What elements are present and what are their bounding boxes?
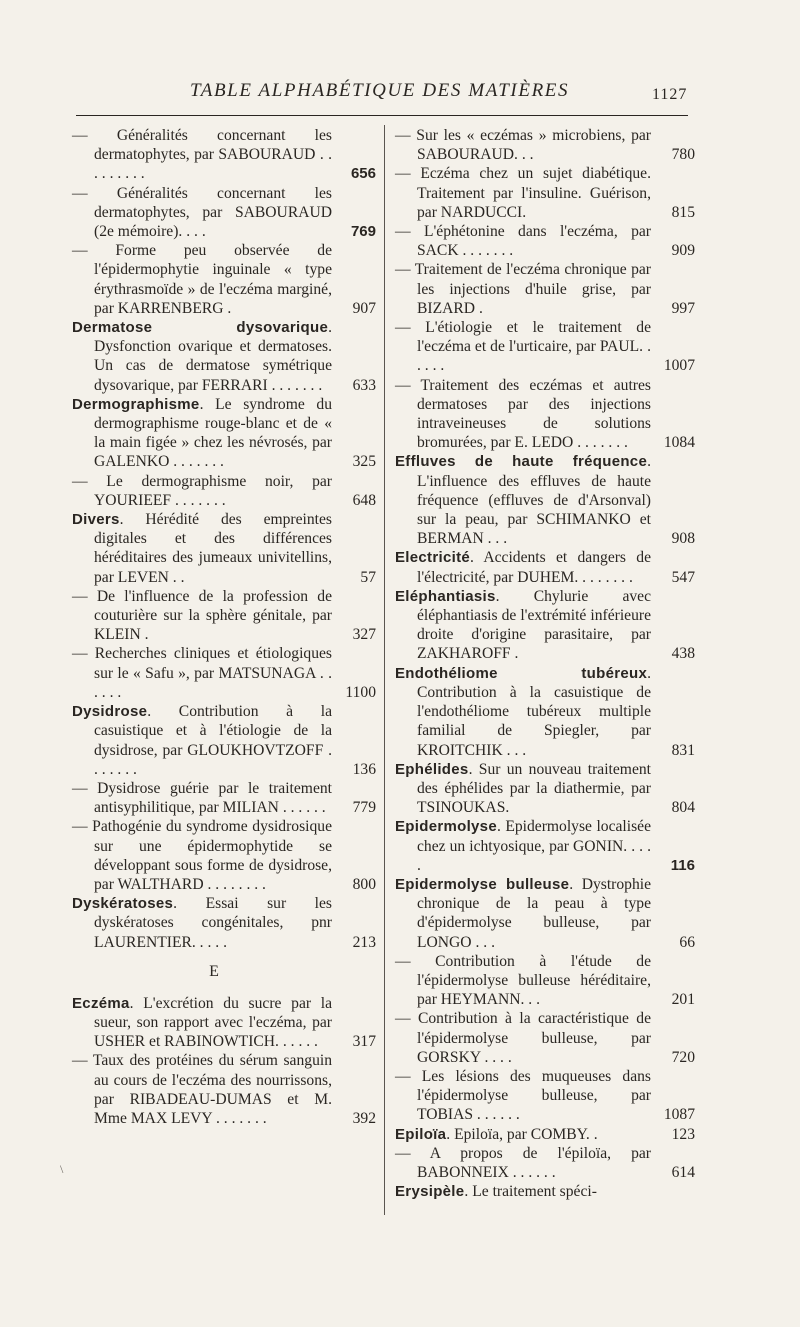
index-subentry xyxy=(72,241,376,318)
entry-headword: Eczéma xyxy=(72,994,130,1012)
entry-text xyxy=(395,548,695,586)
index-subentry xyxy=(395,260,695,318)
entry-text xyxy=(395,760,695,818)
entry-page-number: 614 xyxy=(671,1163,695,1181)
index-entry-heading xyxy=(395,452,695,548)
entry-page-number: 779 xyxy=(352,799,376,817)
entry-text: — Les lésions des muqueuses dans l'épidermolyse bulleuse, par TOBIAS . . . . . . xyxy=(395,1067,651,1124)
index-entry-heading xyxy=(395,664,695,760)
entry-page-number: 831 xyxy=(671,741,695,759)
entry-page-number: 769 xyxy=(350,223,376,241)
entry-page-number: 317 xyxy=(352,1033,376,1051)
entry-headword: Epidermolyse bulleuse xyxy=(395,875,570,893)
entry-headword: Dyskératoses xyxy=(72,895,174,913)
entry-page-number: 1084 xyxy=(663,434,695,452)
entry-page-number: 804 xyxy=(671,799,695,817)
margin-mark: \ xyxy=(60,1162,64,1176)
index-subentry xyxy=(72,126,376,184)
entry-text: — Généralités concernant les dermatophytes, par SABOURAUD . . . . . . . . . xyxy=(72,127,332,183)
entry-description: . Sur un nouveau traitement des éphélides par la diathermie, par TSINOUKAS. xyxy=(417,760,651,817)
entry-text: — Forme peu observée de l'épidermophytie inguinale « type érythrasmoïde » de l'eczéma marginé, par KARRENBERG . xyxy=(72,242,332,317)
entry-headword: Dermographisme xyxy=(72,395,200,413)
index-subentry xyxy=(395,376,695,453)
entry-page-number: 1100 xyxy=(345,683,376,701)
entry-page-number: 800 xyxy=(352,875,376,893)
entry-text xyxy=(395,1182,695,1201)
index-subentry xyxy=(395,164,695,222)
entry-headword: Divers xyxy=(72,511,120,529)
entry-description: . Le traitement spéci- xyxy=(464,1183,597,1201)
entry-headword: Epiloïa xyxy=(395,1125,447,1143)
entry-headword: Dermatose dysovarique xyxy=(72,319,329,337)
entry-description: . L'influence des effluves de haute fréquence (effluves de d'Arsonval) sur la peau, par SCHIMANKO et BERMAN . . . xyxy=(417,453,651,548)
index-entry-heading xyxy=(72,702,376,779)
index-entry-heading xyxy=(395,1125,695,1144)
entry-text: — Contribution à la caractéristique de l'épidermolyse bulleuse, par GORSKY . . . . xyxy=(395,1010,651,1066)
entry-page-number: 438 xyxy=(671,645,695,663)
entry-page-number: 201 xyxy=(671,991,695,1009)
entry-page-number: 213 xyxy=(352,933,376,951)
index-entry-heading xyxy=(395,1182,695,1201)
index-entry-heading xyxy=(72,994,376,1052)
entry-description: . L'excrétion du sucre par la sueur, son rapport avec l'eczéma, par USHER et RABINOWTICH. . . . . . xyxy=(94,994,332,1051)
entry-description: . Accidents et dangers de l'électricité, par DUHEM. . . . . . . . xyxy=(417,549,651,586)
index-subentry xyxy=(72,472,376,510)
entry-text xyxy=(395,587,695,664)
index-subentry xyxy=(395,222,695,260)
index-subentry xyxy=(395,1009,695,1067)
entry-text: — Taux des protéines du sérum sanguin au cours de l'eczéma des nourrissons, par RIBADEAU-DUMAS et M. Mme MAX LEVY . . . . . . . xyxy=(72,1052,332,1127)
entry-text: — A propos de l'épiloïa, par BABONNEIX . . . . . . xyxy=(395,1144,651,1181)
index-subentry xyxy=(72,817,376,894)
entry-text: — L'éphétonine dans l'eczéma, par SACK . . . . . . . xyxy=(395,223,651,260)
entry-page-number: 907 xyxy=(352,299,376,317)
index-subentry xyxy=(395,952,695,1010)
entry-text: — Dysidrose guérie par le traitement antisyphilitique, par MILIAN . . . . . . xyxy=(72,779,332,817)
entry-description: . Epidermolyse localisée chez un ichtyosique, par GONIN. . . . . xyxy=(417,818,651,874)
entry-headword: Epidermolyse xyxy=(395,818,497,836)
index-entry-heading xyxy=(72,395,376,472)
entry-page-number: 720 xyxy=(671,1048,695,1066)
entry-headword: Endothéliome tubéreux xyxy=(395,664,648,682)
entry-text xyxy=(395,875,695,952)
entry-description: . Contribution à la casuistique de l'endothéliome tubéreux multiple familial de Spiegler, par KROITCHIK . . . xyxy=(417,664,651,759)
index-subentry xyxy=(72,779,376,817)
entry-text xyxy=(395,664,695,760)
entry-headword: Electricité xyxy=(395,549,471,567)
entry-page-number: 997 xyxy=(671,299,695,317)
entry-text xyxy=(72,395,376,472)
index-subentry xyxy=(72,587,376,645)
right-column xyxy=(395,126,695,1201)
entry-text: — Le dermographisme noir, par YOURIEEF . . . . . . . xyxy=(72,472,332,509)
index-subentry xyxy=(395,318,695,376)
entry-page-number: 1007 xyxy=(663,357,695,375)
entry-description: . Essai sur les dyskératoses congénitales, pnr LAURENTIER. . . . . xyxy=(94,895,332,951)
index-subentry xyxy=(395,1067,695,1125)
entry-description: . Hérédité des empreintes digitales et des différences héréditaires des jumeaux univitellins, par LEVEN . . xyxy=(94,511,332,586)
index-subentry xyxy=(72,184,376,242)
entry-page-number: 392 xyxy=(352,1109,376,1127)
entry-text: — Contribution à l'étude de l'épidermolyse bulleuse héréditaire, par HEYMANN. . . xyxy=(395,952,651,1009)
entry-text xyxy=(72,894,376,952)
entry-text xyxy=(395,1125,695,1144)
entry-headword: Effluves de haute fréquence xyxy=(395,453,648,471)
index-entry-heading xyxy=(395,817,695,875)
left-column xyxy=(72,126,376,1128)
entry-headword: Erysipèle xyxy=(395,1183,465,1201)
entry-text: — Recherches cliniques et étiologiques sur le « Safu », par MATSUNAGA . . . . . . xyxy=(72,645,332,701)
entry-text: — De l'influence de la profession de couturière sur la sphère génitale, par KLEIN . xyxy=(72,587,332,644)
entry-text xyxy=(72,510,376,587)
entry-page-number: 648 xyxy=(352,491,376,509)
entry-text xyxy=(395,817,695,875)
page-header xyxy=(0,80,800,110)
entry-page-number: 908 xyxy=(671,530,695,548)
index-entry-heading xyxy=(395,548,695,586)
entry-text: — Sur les « eczémas » microbiens, par SABOURAUD. . . xyxy=(395,127,651,164)
entry-page-number: 123 xyxy=(671,1125,695,1143)
header-rule xyxy=(76,115,688,116)
index-entry-heading xyxy=(72,318,376,395)
entry-page-number: 327 xyxy=(352,626,376,644)
running-title: TABLE ALPHABÉTIQUE DES MATIÈRES xyxy=(190,80,570,101)
entry-description: . Epiloïa, par COMBY. . xyxy=(446,1125,598,1143)
index-subentry xyxy=(395,126,695,164)
entry-text xyxy=(72,994,376,1052)
entry-page-number: 815 xyxy=(671,203,695,221)
entry-text: — Eczéma chez un sujet diabétique. Traitement par l'insuline. Guérison, par NARDUCCI. xyxy=(395,165,651,221)
entry-page-number: 633 xyxy=(352,376,376,394)
index-entry-heading xyxy=(395,760,695,818)
entry-text xyxy=(395,452,695,548)
entry-page-number: 656 xyxy=(350,165,376,183)
entry-page-number: 116 xyxy=(670,856,695,874)
index-subentry xyxy=(72,644,376,702)
entry-description: . Contribution à la casuistique et à l'étiologie de la dysidrose, par GLOUKHOVTZOFF . . . . . . . xyxy=(94,703,332,778)
entry-page-number: 136 xyxy=(352,760,376,778)
entry-text: — L'étiologie et le traitement de l'eczéma et de l'urticaire, par PAUL. . . . . . xyxy=(395,319,651,375)
page-number: 1127 xyxy=(652,86,688,103)
entry-headword: Dysidrose xyxy=(72,703,148,721)
index-subentry xyxy=(395,1144,695,1182)
entry-page-number: 66 xyxy=(679,933,695,951)
column-divider xyxy=(384,125,385,1215)
index-entry-heading xyxy=(72,510,376,587)
entry-text: — Généralités concernant les dermatophytes, par SABOURAUD (2e mémoire). . . . xyxy=(72,184,332,241)
entry-page-number: 57 xyxy=(360,568,376,586)
entry-text: — Pathogénie du syndrome dysidrosique sur une épidermophytide se développant sous forme de dysidrose, par WALTHARD . . . . . . . . xyxy=(72,818,332,893)
section-letter: E xyxy=(209,962,219,980)
entry-description: . Le syndrome du dermographisme rouge-blanc et de « la main figée » chez les névrosés, par GALENKO . . . . . . . xyxy=(94,395,332,471)
entry-description: . Dysfonction ovarique et dermatoses. Un cas de dermatose symétrique dysovarique, par FERRARI . . . . . . . xyxy=(94,319,332,394)
entry-text xyxy=(72,702,376,779)
entry-page-number: 909 xyxy=(671,242,695,260)
entry-text xyxy=(72,318,376,395)
index-entry-heading xyxy=(395,875,695,952)
entry-page-number: 1087 xyxy=(663,1106,695,1124)
index-entry-heading xyxy=(72,894,376,952)
entry-headword: Eléphantiasis xyxy=(395,587,496,605)
entry-description: . Chylurie avec éléphantiasis de l'extrémité inférieure droite d'origine parasitaire, par ZAKHAROFF . xyxy=(417,587,651,663)
entry-page-number: 547 xyxy=(671,568,695,586)
entry-description: . Dystrophie chronique de la peau à type d'épidermolyse bulleuse, par LONGO . . . xyxy=(417,875,651,951)
entry-page-number: 780 xyxy=(671,146,695,164)
entry-text: — Traitement des eczémas et autres dermatoses par des injections intraveineuses de solutions bromurées, par E. LEDO . . . . . . . xyxy=(395,376,651,452)
index-subentry xyxy=(72,1051,376,1128)
entry-text: — Traitement de l'eczéma chronique par les injections d'huile grise, par BIZARD . xyxy=(395,261,651,317)
entry-headword: Ephélides xyxy=(395,760,469,778)
entry-page-number: 325 xyxy=(352,453,376,471)
index-entry-heading xyxy=(395,587,695,664)
